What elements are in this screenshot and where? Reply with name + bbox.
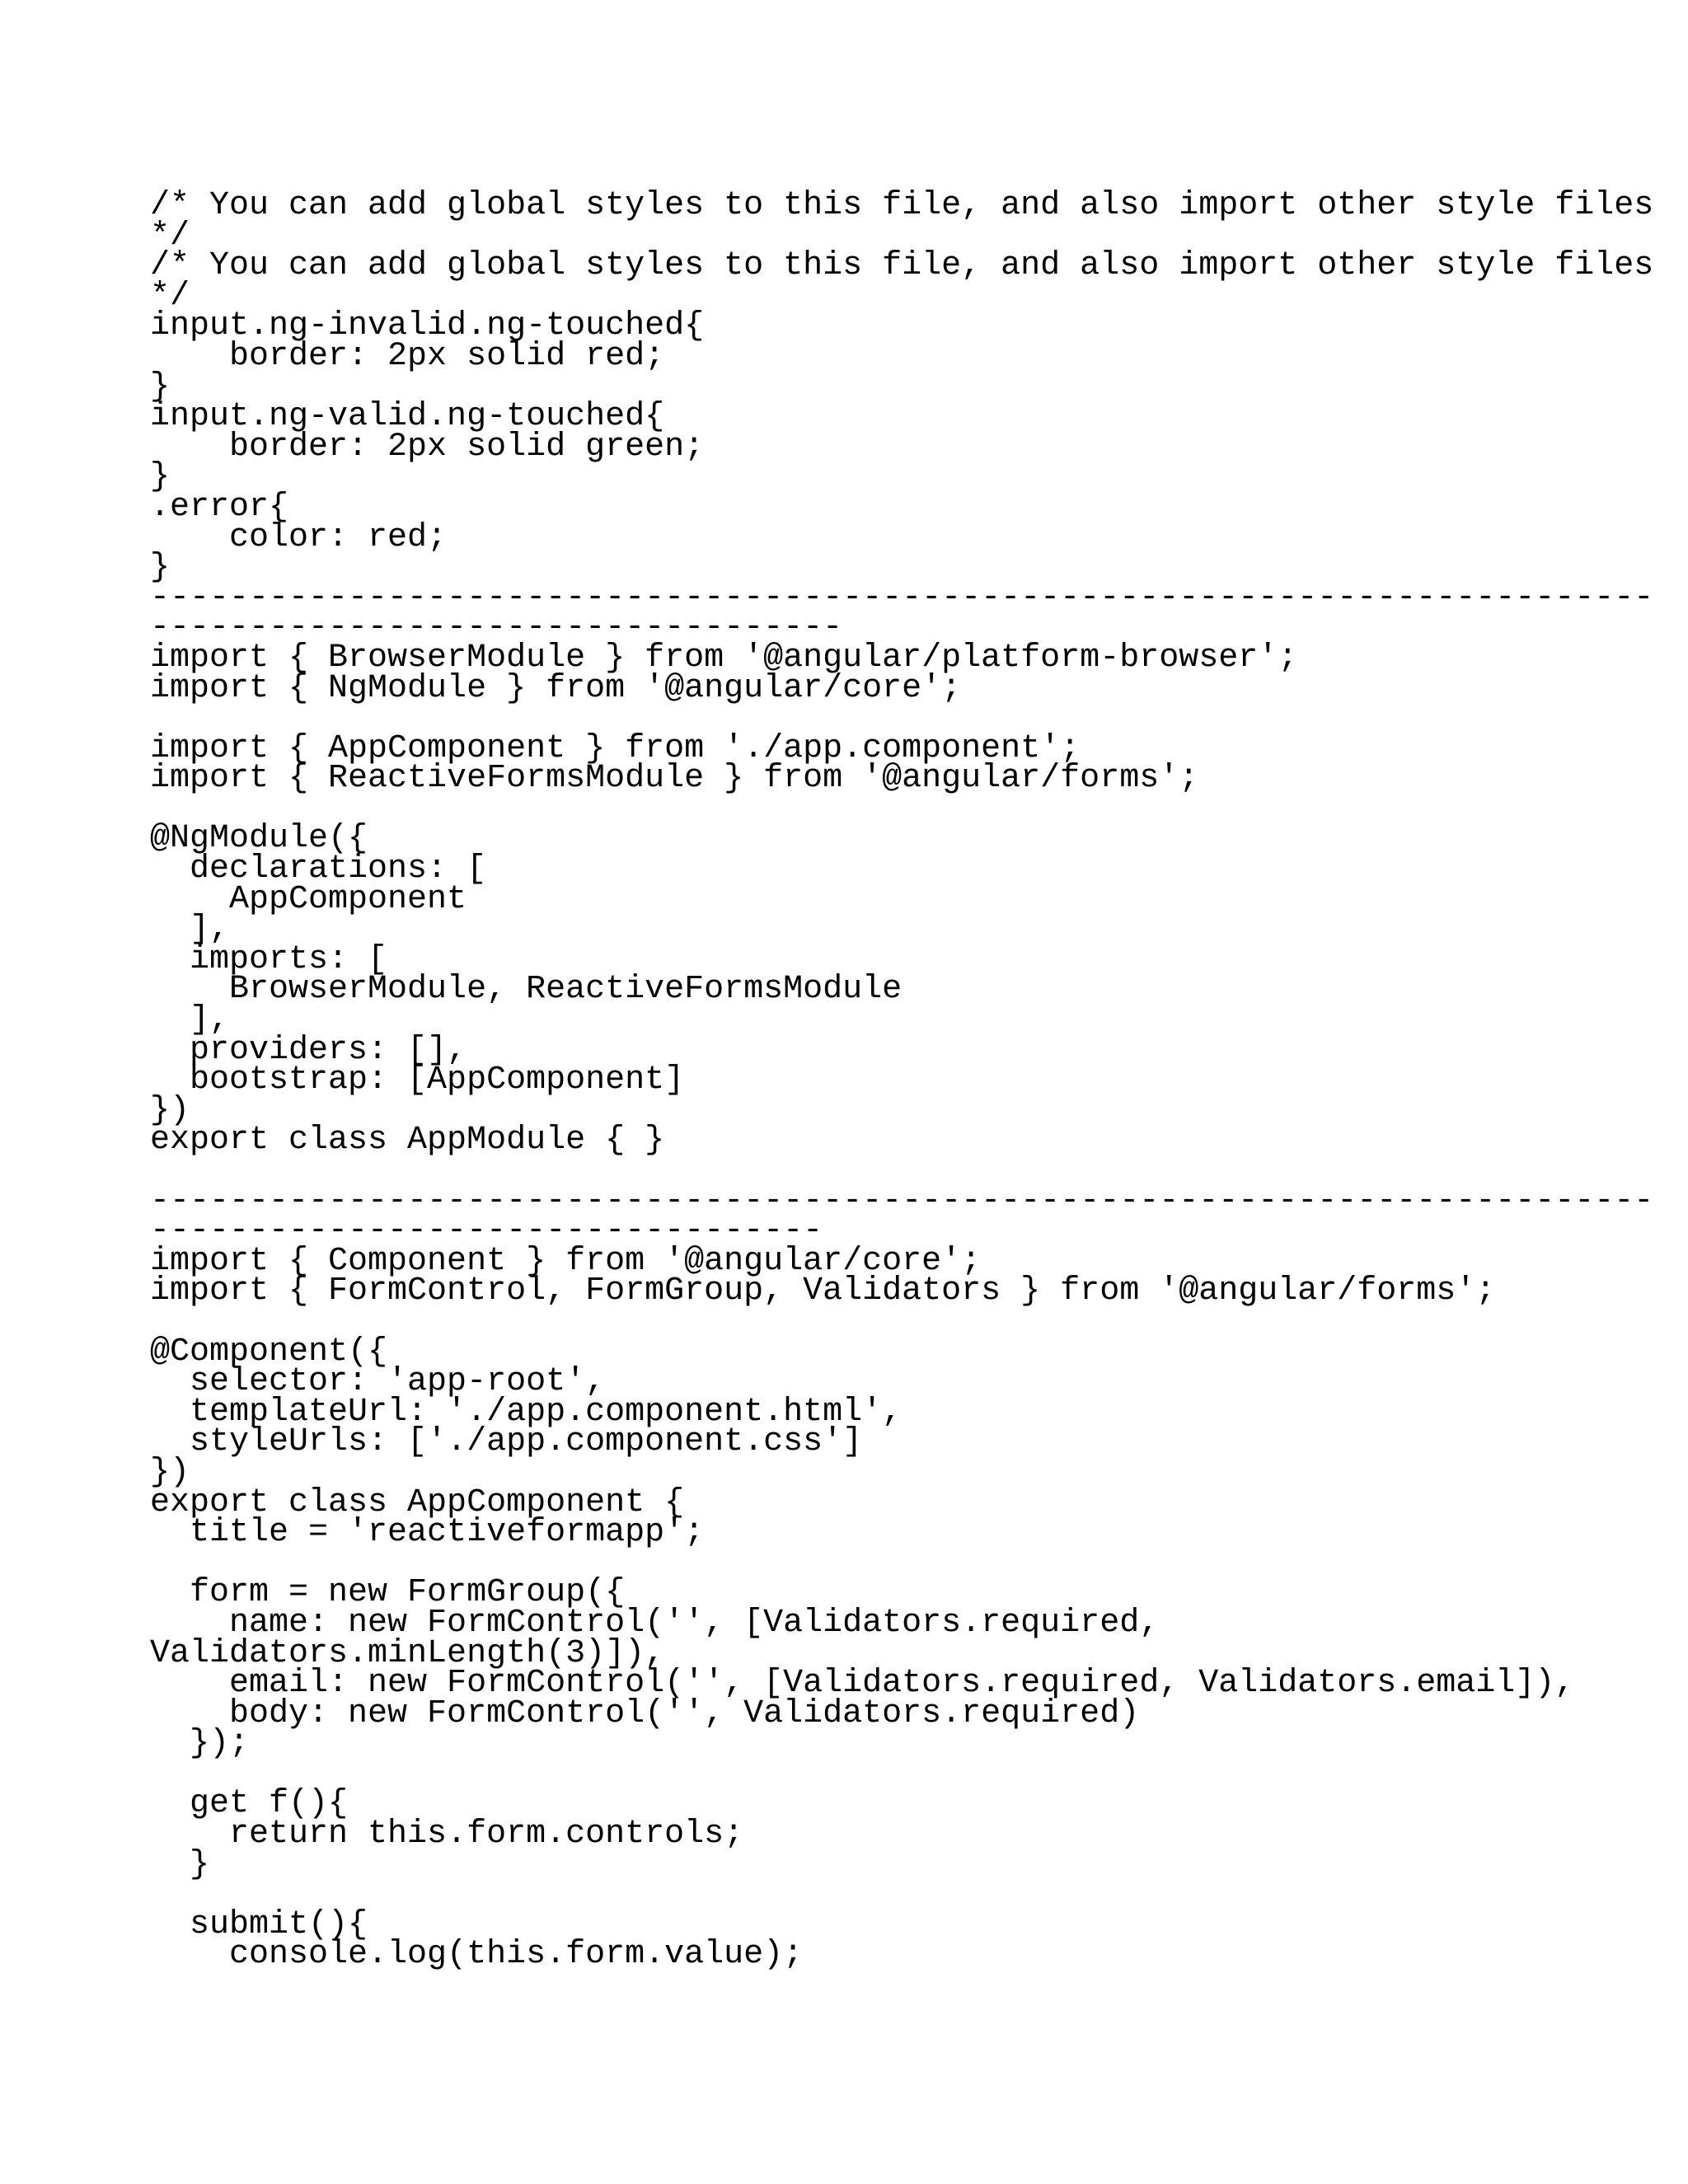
code-line: selector: 'app-root',	[150, 1363, 606, 1401]
code-line: /* You can add global styles to this file, and also import other style files	[150, 247, 1654, 285]
code-line: /* You can add global styles to this file, and also import other style files	[150, 187, 1654, 224]
code-line: import { ReactiveFormsModule } from '@angular/forms';	[150, 760, 1199, 798]
code-line: border: 2px solid green;	[150, 428, 705, 466]
code-line: color: red;	[150, 518, 448, 556]
code-line: import { FormControl, FormGroup, Validators } from '@angular/forms';	[150, 1272, 1496, 1310]
code-line: -----------------------------------	[150, 609, 843, 647]
code-line: BrowserModule, ReactiveFormsModule	[150, 971, 903, 1009]
code-line: styleUrls: ['./app.component.css']	[150, 1423, 863, 1461]
code-line: });	[150, 1725, 250, 1763]
code-line: })	[150, 1453, 190, 1491]
code-line: body: new FormControl('', Validators.required)	[150, 1694, 1140, 1732]
code-listing	[150, 187, 1654, 1974]
code-line: ----------------------------------	[150, 1212, 823, 1250]
code-line: AppComponent	[150, 880, 467, 918]
code-line: export class AppModule { }	[150, 1122, 665, 1160]
code-line: form = new FormGroup({	[150, 1574, 626, 1612]
code-line: export class AppComponent {	[150, 1483, 685, 1521]
code-line: ],	[150, 911, 230, 949]
code-line: ],	[150, 1001, 230, 1039]
code-line: submit(){	[150, 1905, 368, 1943]
code-line: email: new FormControl('', [Validators.required, Validators.email]),	[150, 1665, 1575, 1703]
code-line: @Component({	[150, 1333, 388, 1371]
code-line: Validators.minLength(3)]),	[150, 1634, 665, 1672]
code-line: imports: [	[150, 940, 388, 978]
code-line: })	[150, 1091, 190, 1129]
code-line: */	[150, 277, 190, 315]
code-line: .error{	[150, 488, 289, 526]
code-line: declarations: [	[150, 851, 487, 888]
code-line: templateUrl: './app.component.html',	[150, 1393, 903, 1431]
code-line: return this.form.controls;	[150, 1816, 744, 1854]
code-line: providers: [],	[150, 1031, 467, 1069]
code-line: }	[150, 458, 171, 496]
code-line: get f(){	[150, 1785, 349, 1823]
code-line: title = 'reactiveformapp';	[150, 1514, 705, 1552]
code-line: }	[150, 1845, 210, 1883]
code-line: bootstrap: [AppComponent]	[150, 1062, 685, 1099]
code-line: import { AppComponent } from './app.component';	[150, 729, 1081, 767]
code-line: name: new FormControl('', [Validators.required,	[150, 1604, 1160, 1642]
code-line: ----------------------------------------------------------------------------	[150, 579, 1654, 616]
code-line: ----------------------------------------------------------------------------	[150, 1182, 1654, 1220]
code-line: console.log(this.form.value);	[150, 1936, 804, 1974]
code-line: border: 2px solid red;	[150, 337, 665, 375]
code-line: input.ng-valid.ng-touched{	[150, 398, 665, 436]
code-line: import { Component } from '@angular/core';	[150, 1242, 982, 1280]
code-line: }	[150, 549, 171, 587]
code-line: @NgModule({	[150, 820, 368, 858]
code-line: import { NgModule } from '@angular/core';	[150, 669, 962, 707]
code-line: }	[150, 368, 171, 405]
code-line: import { BrowserModule } from '@angular/platform-browser';	[150, 639, 1298, 677]
code-line: */	[150, 217, 190, 255]
code-line: input.ng-invalid.ng-touched{	[150, 307, 705, 345]
code-line	[150, 1760, 1568, 1790]
